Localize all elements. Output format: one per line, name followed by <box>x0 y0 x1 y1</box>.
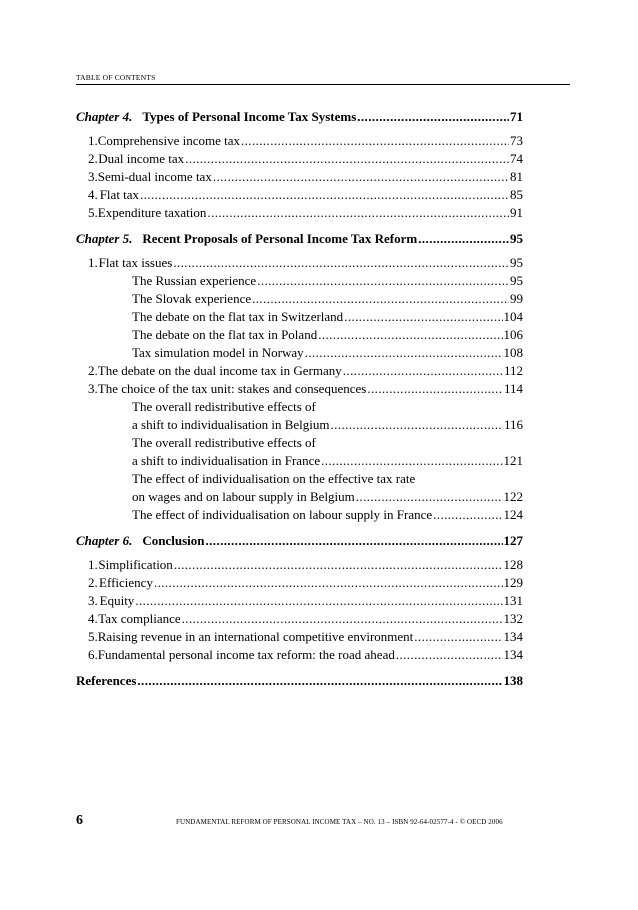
chapter-label: Chapter 5. <box>76 231 133 246</box>
dot-leader <box>331 416 503 434</box>
dot-leader <box>433 506 502 524</box>
page-number: 112 <box>503 363 523 378</box>
item-number: 6. <box>88 647 98 662</box>
dot-leader <box>207 204 509 222</box>
page-number: 108 <box>503 345 523 360</box>
page-number: 124 <box>503 507 523 522</box>
page-number: 134 <box>503 629 523 644</box>
page-number: 114 <box>503 381 523 396</box>
item-number: 4. <box>88 187 98 202</box>
dot-leader <box>135 592 502 610</box>
dot-leader <box>137 672 502 690</box>
toc-item[interactable] <box>76 132 523 150</box>
dot-leader <box>241 132 509 150</box>
toc-subitem[interactable] <box>76 272 523 290</box>
dot-leader <box>174 556 503 574</box>
page-number: 131 <box>503 593 523 608</box>
item-number: 5. <box>88 629 98 644</box>
references-title: References <box>76 673 137 688</box>
subitem-title: Tax simulation model in Norway <box>132 345 304 360</box>
item-title: Simplification <box>98 557 173 572</box>
toc-subitem[interactable] <box>76 326 523 344</box>
toc-subitem-line1: The overall redistributive effects of <box>132 399 316 414</box>
page-number: 127 <box>503 533 523 548</box>
toc-item[interactable] <box>76 150 523 168</box>
toc-item[interactable] <box>76 254 523 272</box>
page-number: 85 <box>510 187 523 202</box>
item-title: Semi-dual income tax <box>97 169 212 184</box>
item-title: Expenditure taxation <box>97 205 207 220</box>
dot-leader <box>173 254 509 272</box>
page-number: 73 <box>510 133 523 148</box>
item-number: 2. <box>88 151 98 166</box>
chapter-label: Chapter 4. <box>76 109 133 124</box>
item-title: Dual income tax <box>98 151 185 166</box>
chapter-4-entry[interactable] <box>76 108 523 126</box>
toc-item[interactable] <box>76 646 523 664</box>
item-title: Fundamental personal income tax reform: the road ahead <box>97 647 395 662</box>
toc-item[interactable] <box>76 380 523 398</box>
dot-leader <box>396 646 503 664</box>
table-of-contents <box>76 100 523 690</box>
item-title: The debate on the dual income tax in Germany <box>97 363 342 378</box>
dot-leader <box>205 532 502 550</box>
dot-leader <box>185 150 509 168</box>
page-number: 99 <box>510 291 523 306</box>
page-number: 95 <box>510 255 523 270</box>
page-number: 104 <box>503 309 523 324</box>
dot-leader <box>154 574 503 592</box>
item-number: 2. <box>88 363 98 378</box>
toc-item[interactable] <box>76 628 523 646</box>
chapter-5-entry[interactable] <box>76 230 523 248</box>
item-number: 1. <box>88 133 98 148</box>
item-title: Flat tax issues <box>98 255 173 270</box>
chapter-label: Chapter 6. <box>76 533 133 548</box>
item-title: The choice of the tax unit: stakes and consequences <box>97 381 367 396</box>
page-number: 71 <box>510 109 523 124</box>
dot-leader <box>257 272 509 290</box>
item-title: Raising revenue in an international competitive environment <box>97 629 414 644</box>
subitem-title: The Slovak experience <box>132 291 252 306</box>
header-rule <box>76 84 570 85</box>
item-number: 4. <box>88 611 98 626</box>
subitem-title: The debate on the flat tax in Switzerland <box>132 309 344 324</box>
item-title: Efficiency <box>99 575 153 590</box>
toc-subitem-line1: The effect of individualisation on the effective tax rate <box>132 471 416 486</box>
page-number-footer: 6 <box>76 813 83 828</box>
toc-item[interactable] <box>76 574 523 592</box>
toc-item[interactable] <box>76 362 523 380</box>
item-number: 5. <box>88 205 98 220</box>
dot-leader <box>357 108 509 126</box>
dot-leader <box>213 168 509 186</box>
item-title: Comprehensive income tax <box>97 133 240 148</box>
toc-item[interactable] <box>76 186 523 204</box>
chapter-title: Recent Proposals of Personal Income Tax Reform <box>142 231 418 246</box>
page-number: 91 <box>510 205 523 220</box>
page-number: 129 <box>503 575 523 590</box>
toc-subitem[interactable] <box>76 290 523 308</box>
dot-leader <box>418 230 509 248</box>
toc-subitem-line1: The overall redistributive effects of <box>132 435 316 450</box>
dot-leader <box>252 290 509 308</box>
page-number: 138 <box>503 673 523 688</box>
dot-leader <box>305 344 503 362</box>
toc-item[interactable] <box>76 168 523 186</box>
subitem-title: a shift to individualisation in France <box>132 453 321 468</box>
subitem-title: The Russian experience <box>132 273 257 288</box>
dot-leader <box>356 488 503 506</box>
chapter-title: Conclusion <box>142 533 205 548</box>
chapter-6-entry[interactable] <box>76 532 523 550</box>
dot-leader <box>414 628 502 646</box>
item-number: 3. <box>88 169 98 184</box>
subitem-title: The debate on the flat tax in Poland <box>132 327 318 342</box>
page-number: 74 <box>510 151 523 166</box>
toc-item[interactable] <box>76 556 523 574</box>
subitem-title: on wages and on labour supply in Belgium <box>132 489 355 504</box>
page-number: 128 <box>503 557 523 572</box>
item-title: Flat tax <box>99 187 140 202</box>
subitem-title: a shift to individualisation in Belgium <box>132 417 330 432</box>
page-number: 134 <box>503 647 523 662</box>
toc-subitem[interactable] <box>76 452 523 470</box>
item-number: 1. <box>88 255 98 270</box>
toc-subitem[interactable] <box>76 506 523 524</box>
toc-subitem[interactable] <box>76 308 523 326</box>
page-number: 95 <box>510 231 523 246</box>
item-number: 2. <box>88 575 98 590</box>
page-number: 132 <box>503 611 523 626</box>
toc-item[interactable] <box>76 610 523 628</box>
dot-leader <box>343 362 503 380</box>
dot-leader <box>321 452 502 470</box>
item-number: 1. <box>88 557 98 572</box>
toc-subitem[interactable] <box>76 488 523 506</box>
item-number: 3. <box>88 381 98 396</box>
dot-leader <box>140 186 509 204</box>
toc-item[interactable] <box>76 204 523 222</box>
footer-citation: FUNDAMENTAL REFORM OF PERSONAL INCOME TAX – NO. 13 – ISBN 92-64-02577-4 - © OECD 2006 <box>176 818 503 826</box>
chapter-title: Types of Personal Income Tax Systems <box>142 109 357 124</box>
toc-subitem[interactable] <box>76 416 523 434</box>
page-number: 116 <box>503 417 523 432</box>
dot-leader <box>318 326 502 344</box>
item-title: Tax compliance <box>98 611 181 626</box>
dot-leader <box>344 308 502 326</box>
page-number: 95 <box>510 273 523 288</box>
page-number: 106 <box>503 327 523 342</box>
subitem-title: The effect of individualisation on labour supply in France <box>132 507 433 522</box>
item-number: 3. <box>88 593 98 608</box>
page-number: 122 <box>503 489 523 504</box>
dot-leader <box>182 610 503 628</box>
dot-leader <box>367 380 503 398</box>
page-number: 121 <box>503 453 523 468</box>
toc-item[interactable] <box>76 592 523 610</box>
item-title: Equity <box>99 593 135 608</box>
page-number: 81 <box>510 169 523 184</box>
running-header: TABLE OF CONTENTS <box>76 73 156 82</box>
references-entry[interactable] <box>76 672 523 690</box>
toc-subitem[interactable] <box>76 344 523 362</box>
